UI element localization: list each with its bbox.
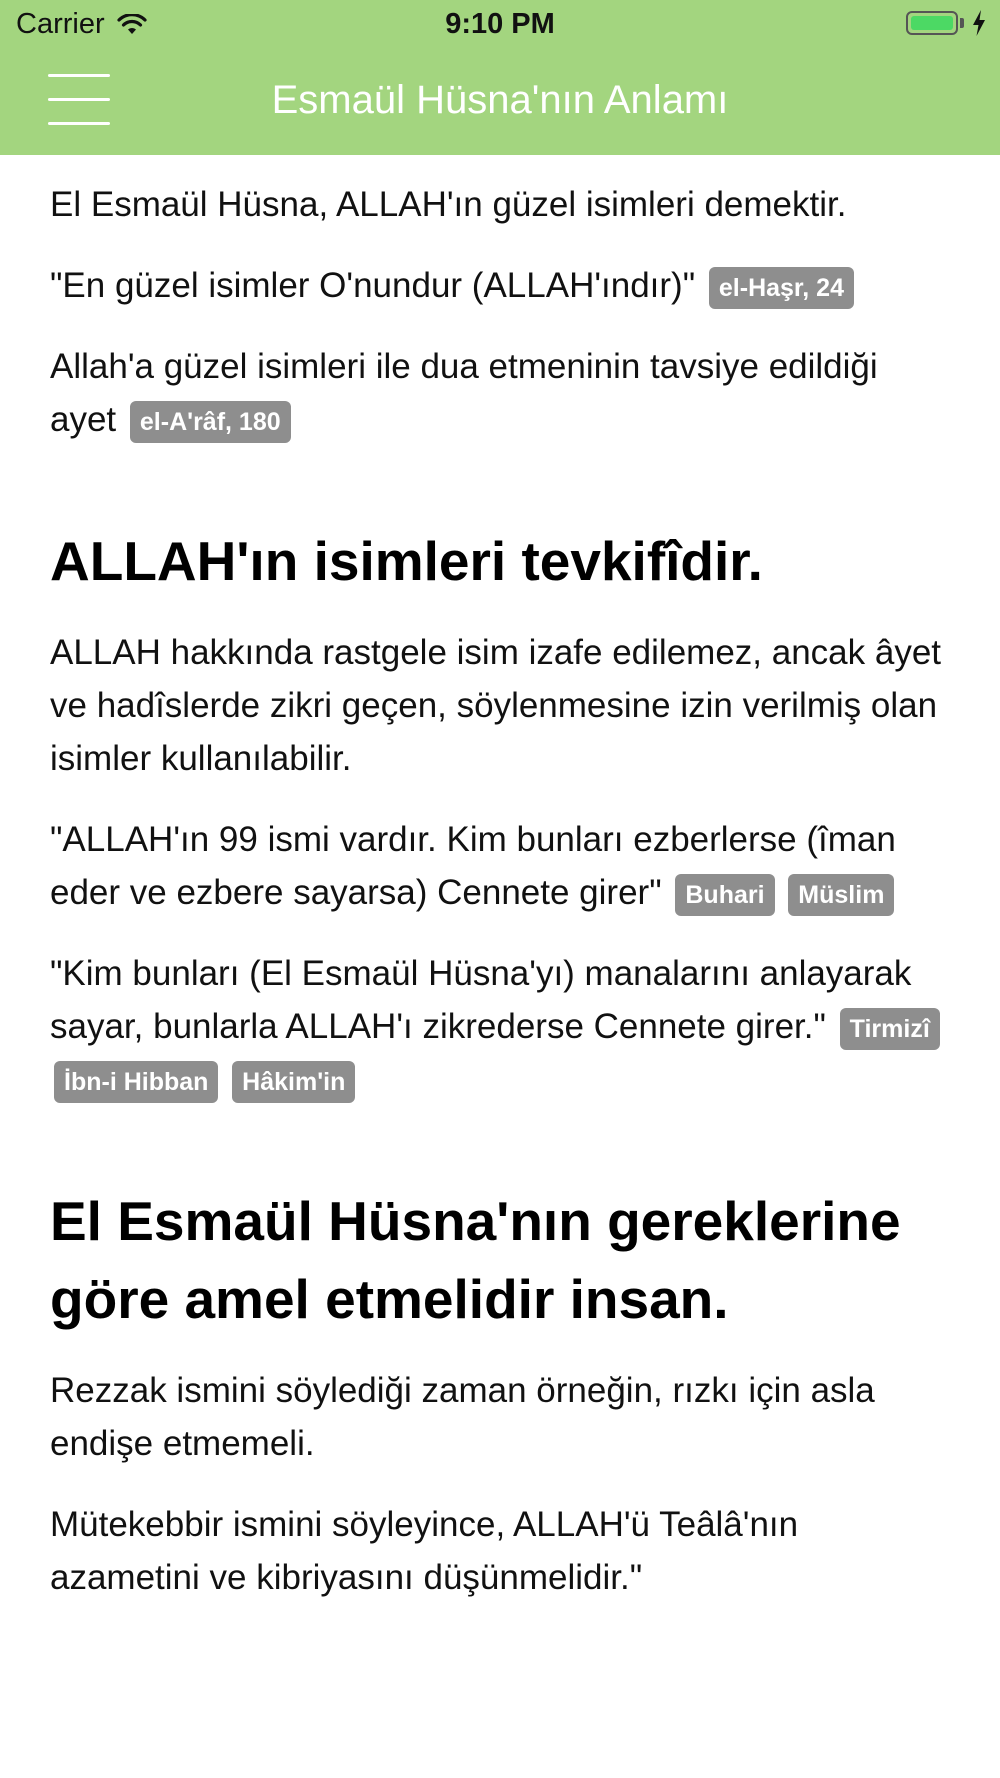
- paragraph-rezzak: [50, 1364, 950, 1470]
- status-bar: [0, 0, 1000, 50]
- paragraph-text: "ALLAH'ın 99 ismi vardır. Kim bunları ezberlerse (îman eder ve ezbere sayarsa) Cennete girer": [50, 820, 896, 912]
- paragraph-text: "En güzel isimler O'nundur (ALLAH'ındır)": [50, 266, 696, 305]
- page-title: Esmaül Hüsna'nın Anlamı: [271, 78, 729, 122]
- paragraph-definition: [50, 178, 950, 231]
- reference-badge-buhari[interactable]: Buhari: [675, 874, 774, 916]
- battery-indicator: [906, 10, 986, 36]
- paragraph-quote-hasr: [50, 259, 950, 312]
- paragraph-text: Rezzak ismini söylediği zaman örneğin, rızkı için asla endişe etmemeli.: [50, 1371, 875, 1463]
- section-heading-tevkifi: ALLAH'ın isimleri tevkifîdir.: [50, 530, 763, 592]
- battery-icon: [906, 11, 958, 35]
- paragraph-isim-izafe: [50, 626, 950, 785]
- paragraph-hadis-zikir: [50, 947, 950, 1106]
- reference-badge-el-hasr[interactable]: el-Haşr, 24: [709, 267, 854, 309]
- reference-badge-hakim[interactable]: Hâkim'in: [232, 1061, 355, 1103]
- carrier-label: Carrier: [16, 8, 105, 40]
- battery-cap: [960, 18, 964, 28]
- section-heading-amel: El Esmaül Hüsna'nın gereklerine göre amel etmelidir insan.: [50, 1190, 901, 1330]
- section-spacer: [50, 1134, 950, 1182]
- battery-fill: [911, 16, 953, 30]
- menu-line-icon: [48, 74, 110, 77]
- paragraph-text: Mütekebbir ismini söyleyince, ALLAH'ü Teâlâ'nın azametini ve kibriyasını düşünmelidir.": [50, 1505, 799, 1597]
- charging-bolt-icon: [972, 10, 986, 36]
- section-spacer: [50, 474, 950, 522]
- reference-badge-tirmizi[interactable]: Tirmizî: [840, 1008, 940, 1050]
- paragraph-mutekebbir: [50, 1498, 950, 1604]
- paragraph-text: Allah'a güzel isimleri ile dua etmeninin tavsiye edildiği ayet: [50, 347, 878, 439]
- status-time: 9:10 PM: [445, 8, 555, 40]
- top-bar: [0, 0, 1000, 155]
- reference-badge-muslim[interactable]: Müslim: [788, 874, 894, 916]
- reference-badge-ibn-i-hibban[interactable]: İbn-i Hibban: [54, 1061, 218, 1103]
- navigation-bar: [0, 50, 1000, 155]
- paragraph-text: El Esmaül Hüsna, ALLAH'ın güzel isimleri demektir.: [50, 185, 847, 224]
- paragraph-text: ALLAH hakkında rastgele isim izafe edilemez, ancak âyet ve hadîslerde zikri geçen, söylenmesine izin verilmiş olan isimler kullanılabilir.: [50, 633, 942, 778]
- paragraph-text: "Kim bunları (El Esmaül Hüsna'yı) manalarını anlayarak sayar, bunlarla ALLAH'ı zikrederse Cennete girer.": [50, 954, 912, 1046]
- reference-badge-el-araf[interactable]: el-A'râf, 180: [130, 401, 291, 443]
- paragraph-ayet-araf: [50, 340, 950, 446]
- paragraph-hadis-99-isim: [50, 813, 950, 919]
- article-content: [50, 178, 950, 1632]
